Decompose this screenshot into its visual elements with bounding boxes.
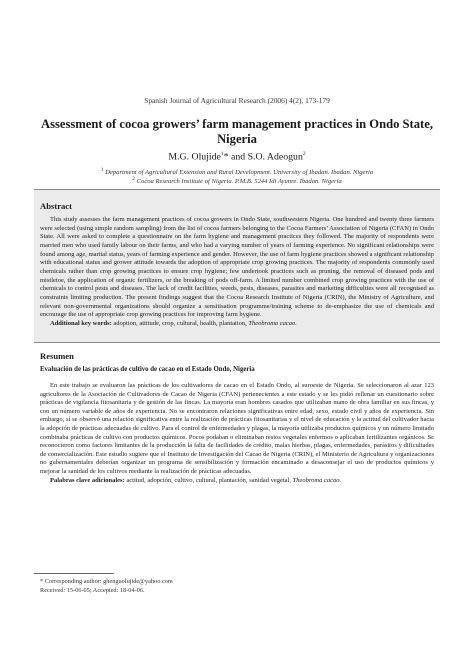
resumen-keywords-species: Theobroma cacao. xyxy=(292,476,342,484)
affiliation-1-number: 1 xyxy=(100,167,104,173)
author-2: and S.O. Adeogun xyxy=(228,151,303,163)
abstract-text: This study assesses the farm management practices of cocoa growers in Ondo State, southwestern Nigeria. One hundred and twenty three farmers were selected (using simple random sampling) from the list of cocoa farmers belonging to the Cocoa Farmers’ Association of Nigeria (CFAN) in Ondo State. All were asked to complete a questionnaire on the farm hygiene and management practices they followed. The majority of respondents were married men who used family labour on their farms, and who had a varying number of years of farming experience. No significant relationships were found among age, marital status, years of farming experience and gender. However, the use of farm hygiene practices showed a significant relationship with educational status and grower attitude towards the adoption of appropriate crop growing practices. The majority of respondents commonly used chemicals rather than crop growing practices to ensure crop hygiene; few undertook practices such as pruning, the removal of diseased pods and mistletoe, the application of organic fertilizers, or the breaking of pods off-farm. A limited number combined crop growing practices with the use of chemicals to control pests and diseases. The lack of credit facilities, weeds, pests, diseases, parasites and marketing difficulties were all recognised as constraints limiting production. The present findings suggest that the Cocoa Research Institute of Nigeria (CRIN), the Ministry of Agriculture, and relevant non-governmental organizations should organize a sensitisation programme/training scheme to de-emphasize the use of chemicals and encourage the use of appropriate crop growing practices for improving farm hygiene. xyxy=(40,216,434,319)
received-accepted-footnote: Received: 15-06-05; Accepted: 18-04-06. xyxy=(40,587,145,594)
resumen-keywords-label: Palabras clave adicionales: xyxy=(50,476,125,484)
author-1: M.G. Olujide xyxy=(168,151,221,163)
abstract-body xyxy=(40,216,434,329)
affiliation-2 xyxy=(0,176,474,185)
abstract-heading: Abstract xyxy=(40,201,72,211)
affiliation-2-number: 2 xyxy=(132,176,135,182)
resumen-text: En este trabajo se evaluaron las prácticas de los cultivadores de cacao en el Estado Ondo, al suroeste de Nigeria. Se seleccionaron al azar 123 agricultores de la Asociación de Cultivadores de Cacao de Nigeria (CFAN) pertenecientes a este estado y se les pidió rellenar un cuestionario sobre prácticas de vigilancia fitosanitaria y de gestión de las fincas. La mayoría eran hombres casados que utilizaban mano de obra familiar en sus fincas, y con un número variable de años de experiencia. No se encontraron relaciones significativas entre edad, sexo, estado civil y años de experiencia. Sin embargo, sí se observó una relación significativa entre la realización de prácticas fitosanitarias y el nivel de educación y la actitud del cultivador hacia la adopción de prácticas adecuadas de cultivo. Para el control de enfermedades y plagas, la mayoría utilizaba productos químicos y un número limitado combinaba prácticas de cultivo con productos químicos. Pocos podaban o eliminaban restos vegetales enfermos o aplicaban fertilizantes orgánicos. Se reconocieron como factores limitantes de la producción la falta de facilidades de crédito, malas hierbas, plagas, enfermedades, parásitos y dificultades de comercialización. Este estudio sugiere que el Instituto de Investigación del Cacao de Nigeria (CRIN), el Ministerio de Agricultura y organizaciones no gubernamentales deberían organizar un programa de sensibilización y formación encaminado a desaconsejar el uso de productos químicos y mejorar la sanidad de los cultivos mediante la realización de prácticas adecuadas. xyxy=(40,382,434,475)
affiliation-2-text: Cocoa Research Institute of Nigeria. P.M.B. 5244 Idi Ayunre. Ibadan. Nigeria xyxy=(134,178,342,186)
journal-citation: Spanish Journal of Agricultural Research (2006) 4(2), 173-179 xyxy=(144,96,330,105)
affiliation-1 xyxy=(0,167,474,176)
resumen-subheading: Evaluación de las prácticas de cultivo de cacao en el Estado Ondo, Nigeria xyxy=(40,366,255,373)
resumen-heading: Resumen xyxy=(40,351,74,361)
abstract-keywords-species: Theobroma cacao. xyxy=(248,319,297,327)
affiliation-1-text: Department of Agricultural Extension and Rural Development. University of Ibadan. Ibadan. Nigeria xyxy=(103,169,374,177)
resumen-body xyxy=(40,382,434,485)
author-line xyxy=(0,151,474,162)
abstract-keywords-label: Additional key words: xyxy=(50,319,112,327)
corresponding-mark: * xyxy=(223,151,229,163)
abstract-keywords: adoption, attitude, crop, cultural, health, plantation, xyxy=(111,319,249,327)
corresponding-author-footnote: * Corresponding author: ghenguolujide@yahoo.com xyxy=(40,578,173,585)
resumen-keywords: actitud, adopción, cultivo, cultural, plantación, sanidad vegetal, xyxy=(124,476,293,484)
paper-title: Assessment of cocoa growers’ farm management practices in Ondo State, Nigeria xyxy=(41,117,433,146)
author-1-affil-mark: 1 xyxy=(220,151,224,157)
footnote-rule xyxy=(34,573,114,574)
author-2-affil-mark: 2 xyxy=(302,151,306,157)
